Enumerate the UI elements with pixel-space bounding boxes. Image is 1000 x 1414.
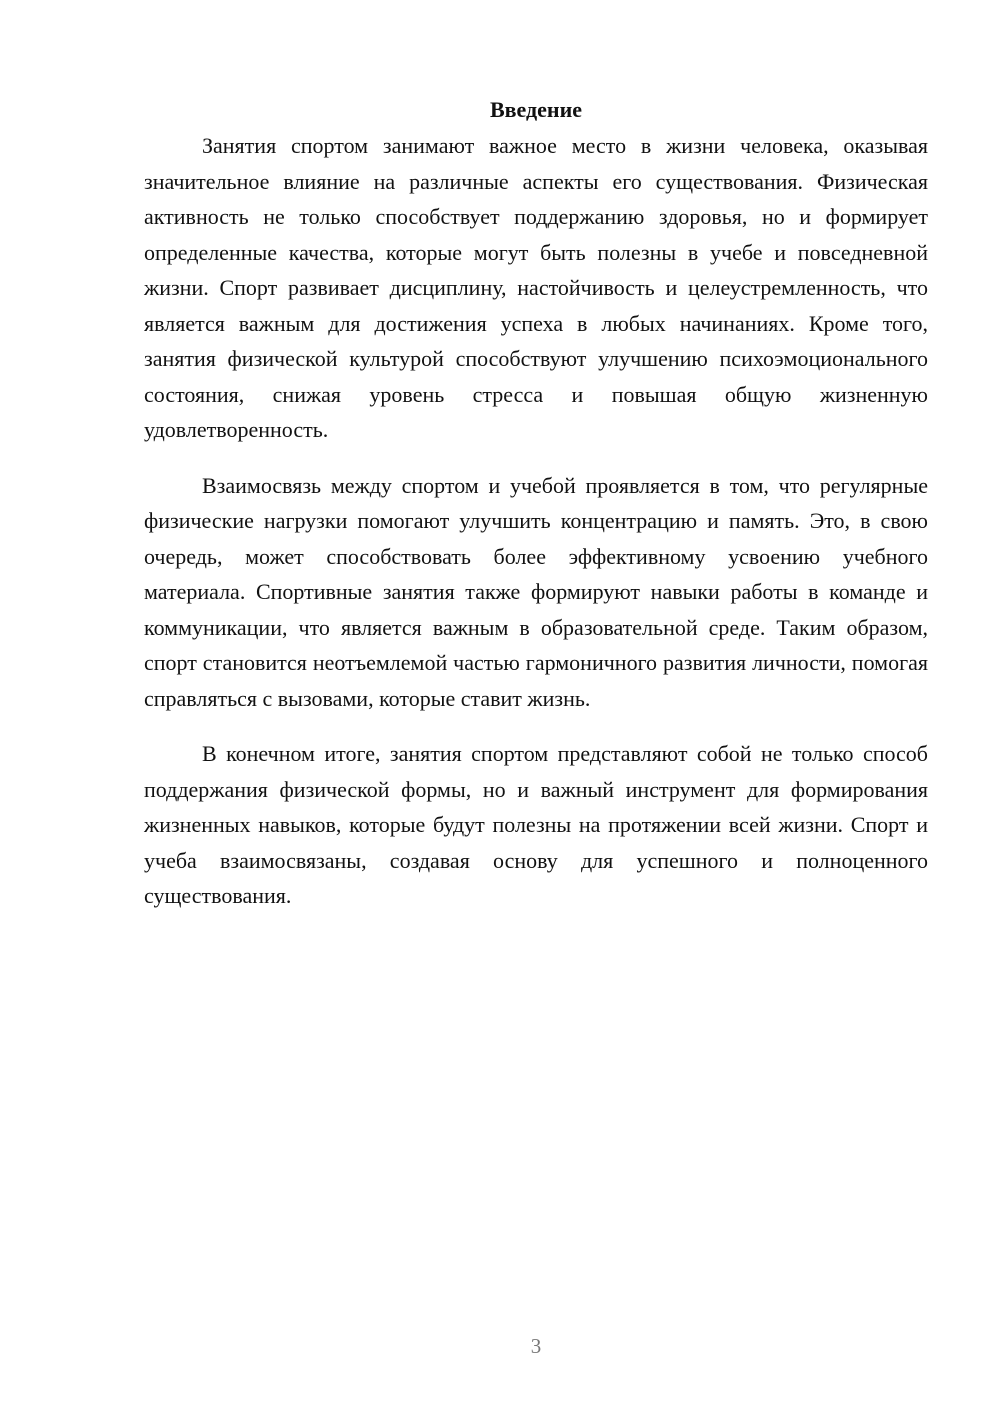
paragraph-3: В конечном итоге, занятия спортом представляют собой не только способ поддержания физической формы, но и важный инструмент для формирования жизненных навыков, которые будут полезны на протяжении всей жизни. Спорт и учеба взаимосвязаны, создавая основу для успешного и полноценного существования. bbox=[144, 741, 928, 908]
section-heading: Введение bbox=[489, 97, 583, 122]
paragraph-1: Занятия спортом занимают важное место в жизни человека, оказывая значительное влияние на различные аспекты его существования. Физическая активность не только способствует поддержанию здоровья, но и формирует определенные качества, которые могут быть полезны в учебе и повседневной жизни. Спорт развивает дисциплину, настойчивость и целеустремленность, что является важным для достижения успеха в любых начинаниях. Кроме того, занятия физической культурой способствуют улучшению психоэмоционального состояния, снижая уровень стресса и повышая общую жизненную удовлетворенность. bbox=[144, 133, 928, 442]
page-number: 3 bbox=[530, 1334, 542, 1358]
paragraph-2: Взаимосвязь между спортом и учебой проявляется в том, что регулярные физические нагрузки помогают улучшить концентрацию и память. Это, в свою очередь, может способствовать более эффективному усвоению учебного материала. Спортивные занятия также формируют навыки работы в команде и коммуникации, что является важным в образовательной среде. Таким образом, спорт становится неотъемлемой частью гармоничного развития личности, помогая справляться с вызовами, которые ставит жизнь. bbox=[144, 472, 928, 711]
page-content bbox=[144, 92, 928, 934]
